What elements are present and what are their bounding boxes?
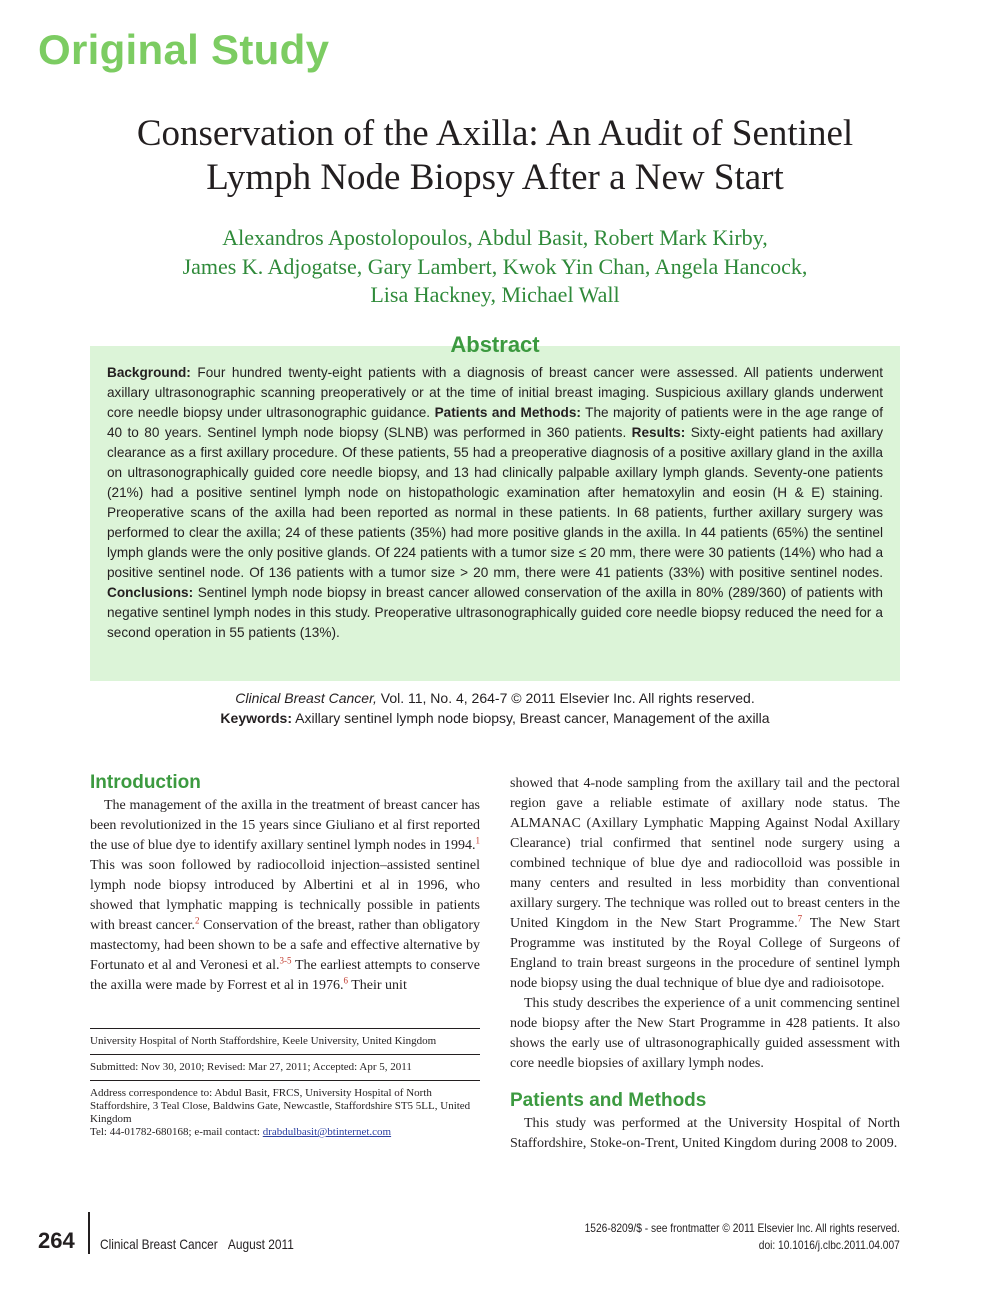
keywords-text: Axillary sentinel lymph node biopsy, Breast cancer, Management of the axilla bbox=[295, 710, 770, 726]
footer-divider bbox=[88, 1212, 90, 1254]
column-right bbox=[510, 774, 900, 1154]
section-tag: Original Study bbox=[38, 26, 330, 73]
text-run: Their unit bbox=[347, 978, 407, 993]
reference-link[interactable]: 7 bbox=[797, 913, 803, 924]
citation-journal: Clinical Breast Cancer, bbox=[235, 690, 377, 706]
paragraph bbox=[90, 796, 480, 996]
text-run: The New Start Programme was instituted by the Royal College of Surgeons of England to train breast surgeons in the procedure of sentinel lymph node biopsy using the dual technique of blue dye and radioisotope. bbox=[510, 916, 901, 991]
abstract-label: Patients and Methods: bbox=[434, 405, 581, 420]
reference-link[interactable]: 6 bbox=[343, 975, 348, 986]
article-title bbox=[60, 112, 930, 200]
text-run: Conservation of the breast, rather than obligatory mastectomy, had been shown to be a safe and effective alternative by Fortunato et al and Veronesi et al. bbox=[90, 918, 481, 973]
abstract-label: Background: bbox=[107, 365, 191, 380]
author-line: Alexandros Apostolopoulos, Abdul Basit, Robert Mark Kirby, bbox=[222, 225, 768, 250]
correspondence-note bbox=[90, 1080, 480, 1145]
author-line: James K. Adjogatse, Gary Lambert, Kwok Yin Chan, Angela Hancock, bbox=[182, 253, 808, 279]
doi-line: doi: 10.1016/j.clbc.2011.04.007 bbox=[758, 1238, 900, 1252]
abstract-text bbox=[107, 363, 883, 643]
abstract-box bbox=[90, 346, 900, 681]
paragraph bbox=[510, 774, 900, 994]
text-run: The management of the axilla in the treatment of breast cancer has been revolutionized in the 15 years since Giuliano et al first reported the use of blue dye to identify axillary sentinel lymph nodes in 1994. bbox=[90, 798, 480, 853]
issn-line: 1526-8209/$ - see frontmatter © 2011 Elsevier Inc. All rights reserved. bbox=[584, 1221, 900, 1235]
text-run: showed that 4-node sampling from the axillary tail and the pectoral region gave a reliable estimate of axillary node status. The ALMANAC (Axillary Lymphatic Mapping Against Nodal Axillary Clearance) trial confirmed that sentinel node surgery using a combined technique of blue dye and radiocolloid was possible in many centers and resulted in less morbidity than conventional axillary surgery. The technique was rolled out to breast centers in the United Kingdom in the New Start Programme. bbox=[510, 776, 900, 931]
citation-details: Vol. 11, No. 4, 264-7 © 2011 Elsevier Inc. All rights reserved. bbox=[380, 690, 755, 706]
footnotes bbox=[90, 1028, 480, 1145]
citation bbox=[0, 690, 990, 706]
journal-name: Clinical Breast Cancer bbox=[100, 1236, 218, 1252]
keywords-label: Keywords: bbox=[220, 710, 292, 726]
text-run: The earliest attempts to conserve the axilla were made by Forrest et al in 1976. bbox=[90, 958, 480, 993]
footer-right bbox=[585, 1220, 900, 1254]
reference-link[interactable]: 2 bbox=[194, 915, 200, 926]
email-link[interactable]: drabdulbasit@btinternet.com bbox=[262, 1126, 392, 1138]
title-line: Conservation of the Axilla: An Audit of Sentinel bbox=[136, 113, 854, 154]
introduction-heading: Introduction bbox=[90, 772, 201, 793]
paragraph: This study describes the experience of a unit commencing sentinel node biopsy after the New Start Programme in 428 patients. It also shows the early use of ultrasonographically guided assessment with core needle biopsies of axillary lymph nodes. bbox=[510, 996, 900, 1071]
abstract-results: Sixty-eight patients had axillary clearance as a first axillary procedure. Of these patients, 55 had a preoperative diagnosis of a positive axillary gland in the axilla on ultrasonographically guided core needle biopsy, and 13 had clinically palpable axillary lymph glands. Seventy-one patients (21%) had a positive sentinel lymph node on histopathologic examination after hematoxylin and eosin (H & E) staining. Preoperative scans of the axilla had been reported as normal in these patients. In 68 patients, further axillary surgery was performed to clear the axilla; 24 of these patients (35%) had more positive glands in the axilla. In 44 patients (65%) the sentinel lymph glands were the only positive glands. Of 224 patients with a tumor size ≤ 20 mm, there were 30 patients (14%) who had a positive sentinel node. Of 136 patients with a tumor size > 20 mm, there were 41 patients (33%) with positive sentinel nodes. bbox=[107, 425, 883, 580]
abstract-label: Results: bbox=[631, 425, 686, 440]
abstract-label: Conclusions: bbox=[107, 585, 194, 600]
abstract-conclusions: Sentinel lymph node biopsy in breast cancer allowed conservation of the axilla in 80% (289/360) of patients with negative sentinel lymph nodes in this study. Preoperative ultrasonographically guided core needle biopsy reduced the need for a second operation in 55 patients (13%). bbox=[107, 585, 883, 640]
address-text: Address correspondence to: Abdul Basit, FRCS, University Hospital of North Staffordshire, 3 Teal Close, Baldwins Gate, Newcastle, Staffordshire ST5 5LL, United Kingdom bbox=[90, 1087, 471, 1125]
author-line: Lisa Hackney, Michael Wall bbox=[370, 282, 620, 307]
keywords bbox=[0, 710, 990, 726]
reference-link[interactable]: 3-5 bbox=[279, 955, 292, 966]
title-line: Lymph Node Biopsy After a New Start bbox=[206, 157, 784, 198]
journal-issue: August 2011 bbox=[227, 1236, 294, 1252]
methods-heading: Patients and Methods bbox=[510, 1090, 707, 1111]
text-run: This was soon followed by radiocolloid injection–assisted sentinel lymph node biopsy introduced by Albertini et al in 1996, who showed that lymphatic mapping is technically possible in patients with breast cancer. bbox=[90, 858, 480, 933]
column-left bbox=[90, 772, 480, 996]
author-list bbox=[60, 224, 930, 310]
abstract-methods: The majority of patients were in the age range of 40 to 80 years. Sentinel lymph node biopsy (SLNB) was performed in 360 patients. bbox=[107, 405, 883, 440]
paragraph: This study was performed at the University Hospital of North Staffordshire, Stoke-on-Trent, United Kingdom during 2008 to 2009. bbox=[510, 1116, 900, 1151]
reference-link[interactable]: 1 bbox=[475, 835, 480, 846]
page-number: 264 bbox=[38, 1228, 75, 1253]
journal-footer bbox=[100, 1236, 294, 1252]
affiliation-note: University Hospital of North Staffordshire, Keele University, United Kingdom bbox=[90, 1028, 480, 1054]
dates-note: Submitted: Nov 30, 2010; Revised: Mar 27, 2011; Accepted: Apr 5, 2011 bbox=[90, 1054, 480, 1080]
contact-prefix: Tel: 44-01782-680168; e-mail contact: bbox=[90, 1126, 263, 1138]
abstract-background: Four hundred twenty-eight patients with a diagnosis of breast cancer were assessed. All patients underwent axillary ultrasonographic scanning preoperatively or at the time of initial breast imaging. Suspicious axillary glands underwent core needle biopsy under ultrasonographic guidance. bbox=[107, 365, 883, 420]
abstract-heading: Abstract bbox=[450, 332, 540, 357]
